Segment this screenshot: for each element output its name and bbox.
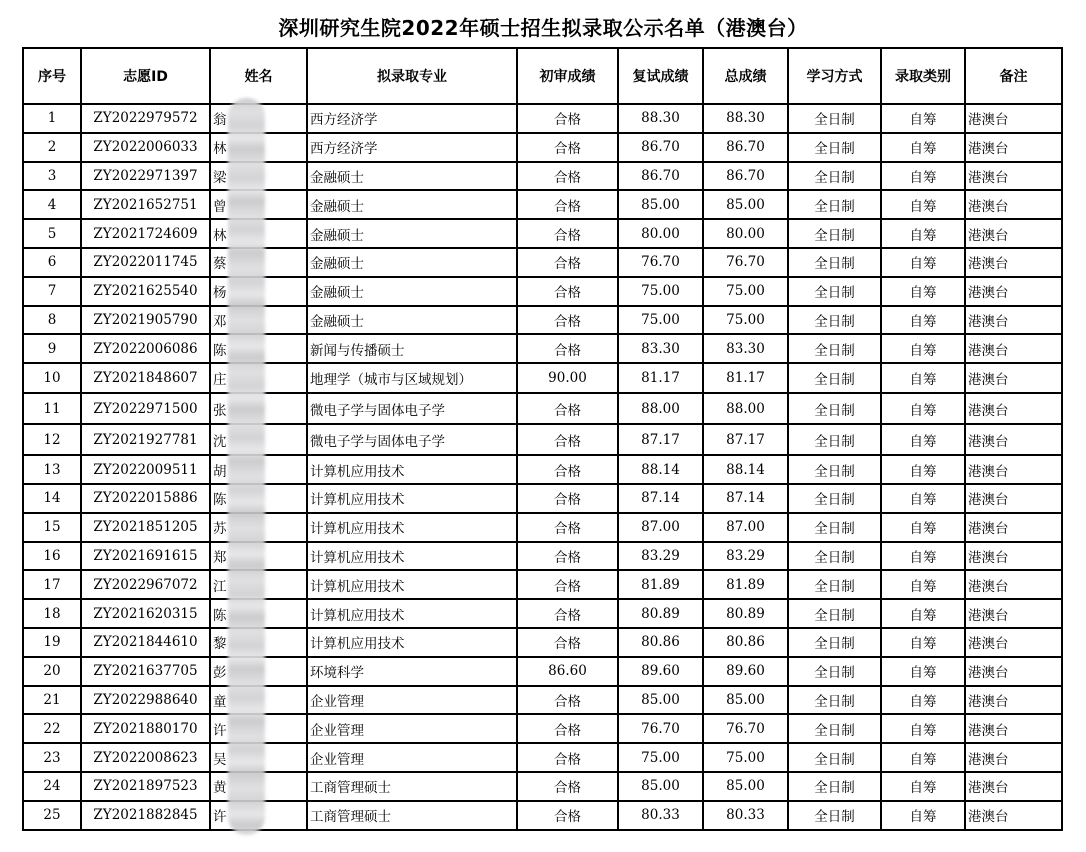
table-row xyxy=(23,484,1062,513)
cell-application-id: ZY2021691615 xyxy=(81,542,210,571)
cell-major: 环境科学 xyxy=(307,657,517,686)
cell-remark: 港澳台 xyxy=(965,306,1062,335)
cell-total-score: 88.14 xyxy=(703,455,788,484)
header-initial-score: 初审成绩 xyxy=(517,48,618,104)
cell-admission-type: 自筹 xyxy=(881,743,965,772)
cell-retest-score: 87.17 xyxy=(618,424,703,455)
cell-admission-type: 自筹 xyxy=(881,424,965,455)
cell-study-mode: 全日制 xyxy=(788,743,881,772)
cell-application-id: ZY2021848607 xyxy=(81,363,210,393)
cell-admission-type: 自筹 xyxy=(881,133,965,162)
cell-study-mode: 全日制 xyxy=(788,306,881,335)
cell-major: 西方经济学 xyxy=(307,133,517,162)
cell-total-score: 89.60 xyxy=(703,657,788,686)
cell-remark: 港澳台 xyxy=(965,334,1062,363)
cell-remark: 港澳台 xyxy=(965,424,1062,455)
cell-initial-score: 合格 xyxy=(517,686,618,715)
cell-retest-score: 75.00 xyxy=(618,277,703,306)
cell-name: 沈 xyxy=(210,424,307,455)
cell-total-score: 87.00 xyxy=(703,513,788,542)
cell-admission-type: 自筹 xyxy=(881,801,965,830)
cell-name: 林 xyxy=(210,219,307,248)
cell-study-mode: 全日制 xyxy=(788,714,881,743)
cell-study-mode: 全日制 xyxy=(788,570,881,599)
cell-admission-type: 自筹 xyxy=(881,628,965,657)
cell-name: 陈 xyxy=(210,599,307,628)
cell-total-score: 85.00 xyxy=(703,190,788,219)
cell-remark: 港澳台 xyxy=(965,455,1062,484)
cell-major: 工商管理硕士 xyxy=(307,801,517,830)
cell-major: 金融硕士 xyxy=(307,248,517,277)
cell-study-mode: 全日制 xyxy=(788,657,881,686)
cell-study-mode: 全日制 xyxy=(788,801,881,830)
cell-remark: 港澳台 xyxy=(965,104,1062,133)
cell-name: 胡 xyxy=(210,455,307,484)
cell-name: 翁 xyxy=(210,104,307,133)
cell-total-score: 86.70 xyxy=(703,162,788,191)
header-name: 姓名 xyxy=(210,48,307,104)
cell-retest-score: 75.00 xyxy=(618,743,703,772)
cell-retest-score: 88.14 xyxy=(618,455,703,484)
cell-application-id: ZY2022006033 xyxy=(81,133,210,162)
cell-major: 金融硕士 xyxy=(307,277,517,306)
cell-seq: 5 xyxy=(23,219,81,248)
cell-total-score: 81.17 xyxy=(703,363,788,393)
cell-major: 计算机应用技术 xyxy=(307,484,517,513)
table-row xyxy=(23,162,1062,191)
cell-name: 林 xyxy=(210,133,307,162)
cell-seq: 9 xyxy=(23,334,81,363)
cell-retest-score: 83.30 xyxy=(618,334,703,363)
admission-table xyxy=(22,47,1063,831)
cell-remark: 港澳台 xyxy=(965,363,1062,393)
cell-name: 蔡 xyxy=(210,248,307,277)
cell-total-score: 75.00 xyxy=(703,306,788,335)
cell-major: 企业管理 xyxy=(307,743,517,772)
cell-initial-score: 合格 xyxy=(517,628,618,657)
header-major: 拟录取专业 xyxy=(307,48,517,104)
cell-retest-score: 85.00 xyxy=(618,190,703,219)
cell-application-id: ZY2021724609 xyxy=(81,219,210,248)
cell-remark: 港澳台 xyxy=(965,133,1062,162)
cell-application-id: ZY2021927781 xyxy=(81,424,210,455)
cell-study-mode: 全日制 xyxy=(788,190,881,219)
cell-application-id: ZY2021897523 xyxy=(81,772,210,801)
cell-retest-score: 80.86 xyxy=(618,628,703,657)
cell-initial-score: 合格 xyxy=(517,801,618,830)
cell-retest-score: 76.70 xyxy=(618,714,703,743)
cell-study-mode: 全日制 xyxy=(788,686,881,715)
cell-retest-score: 85.00 xyxy=(618,686,703,715)
cell-total-score: 81.89 xyxy=(703,570,788,599)
cell-total-score: 80.00 xyxy=(703,219,788,248)
cell-study-mode: 全日制 xyxy=(788,513,881,542)
cell-retest-score: 81.17 xyxy=(618,363,703,393)
header-remark: 备注 xyxy=(965,48,1062,104)
cell-admission-type: 自筹 xyxy=(881,277,965,306)
cell-admission-type: 自筹 xyxy=(881,455,965,484)
cell-initial-score: 合格 xyxy=(517,248,618,277)
cell-seq: 23 xyxy=(23,743,81,772)
cell-major: 西方经济学 xyxy=(307,104,517,133)
cell-name: 梁 xyxy=(210,162,307,191)
cell-application-id: ZY2021882845 xyxy=(81,801,210,830)
cell-remark: 港澳台 xyxy=(965,484,1062,513)
cell-remark: 港澳台 xyxy=(965,801,1062,830)
cell-major: 计算机应用技术 xyxy=(307,570,517,599)
cell-admission-type: 自筹 xyxy=(881,714,965,743)
header-admission-type: 录取类别 xyxy=(881,48,965,104)
cell-initial-score: 合格 xyxy=(517,277,618,306)
cell-name: 彭 xyxy=(210,657,307,686)
table-row xyxy=(23,248,1062,277)
cell-remark: 港澳台 xyxy=(965,570,1062,599)
cell-major: 计算机应用技术 xyxy=(307,513,517,542)
cell-name: 曾 xyxy=(210,190,307,219)
cell-name: 庄 xyxy=(210,363,307,393)
cell-total-score: 86.70 xyxy=(703,133,788,162)
cell-initial-score: 合格 xyxy=(517,219,618,248)
table-row xyxy=(23,190,1062,219)
cell-seq: 25 xyxy=(23,801,81,830)
cell-initial-score: 合格 xyxy=(517,162,618,191)
cell-major: 微电子学与固体电子学 xyxy=(307,424,517,455)
cell-study-mode: 全日制 xyxy=(788,772,881,801)
cell-name: 许 xyxy=(210,714,307,743)
cell-study-mode: 全日制 xyxy=(788,542,881,571)
cell-name: 吴 xyxy=(210,743,307,772)
cell-application-id: ZY2022971500 xyxy=(81,393,210,424)
cell-remark: 港澳台 xyxy=(965,513,1062,542)
cell-total-score: 83.29 xyxy=(703,542,788,571)
cell-name: 童 xyxy=(210,686,307,715)
cell-admission-type: 自筹 xyxy=(881,363,965,393)
cell-application-id: ZY2022971397 xyxy=(81,162,210,191)
cell-remark: 港澳台 xyxy=(965,162,1062,191)
cell-application-id: ZY2021625540 xyxy=(81,277,210,306)
cell-admission-type: 自筹 xyxy=(881,686,965,715)
cell-retest-score: 80.00 xyxy=(618,219,703,248)
table-row xyxy=(23,714,1062,743)
cell-total-score: 88.00 xyxy=(703,393,788,424)
table-row xyxy=(23,801,1062,830)
cell-application-id: ZY2021620315 xyxy=(81,599,210,628)
table-row xyxy=(23,393,1062,424)
cell-retest-score: 85.00 xyxy=(618,772,703,801)
cell-initial-score: 合格 xyxy=(517,133,618,162)
cell-study-mode: 全日制 xyxy=(788,277,881,306)
cell-initial-score: 86.60 xyxy=(517,657,618,686)
cell-remark: 港澳台 xyxy=(965,772,1062,801)
cell-total-score: 76.70 xyxy=(703,248,788,277)
cell-admission-type: 自筹 xyxy=(881,542,965,571)
cell-total-score: 80.89 xyxy=(703,599,788,628)
cell-total-score: 85.00 xyxy=(703,686,788,715)
cell-major: 企业管理 xyxy=(307,686,517,715)
table-row xyxy=(23,424,1062,455)
table-row xyxy=(23,686,1062,715)
cell-application-id: ZY2022008623 xyxy=(81,743,210,772)
cell-study-mode: 全日制 xyxy=(788,628,881,657)
table-row xyxy=(23,542,1062,571)
cell-admission-type: 自筹 xyxy=(881,248,965,277)
cell-retest-score: 87.14 xyxy=(618,484,703,513)
cell-admission-type: 自筹 xyxy=(881,104,965,133)
cell-retest-score: 83.29 xyxy=(618,542,703,571)
cell-seq: 8 xyxy=(23,306,81,335)
cell-admission-type: 自筹 xyxy=(881,599,965,628)
cell-seq: 19 xyxy=(23,628,81,657)
cell-total-score: 75.00 xyxy=(703,743,788,772)
table-row xyxy=(23,570,1062,599)
cell-name: 黎 xyxy=(210,628,307,657)
cell-seq: 14 xyxy=(23,484,81,513)
cell-application-id: ZY2022009511 xyxy=(81,455,210,484)
cell-study-mode: 全日制 xyxy=(788,455,881,484)
cell-application-id: ZY2021905790 xyxy=(81,306,210,335)
cell-remark: 港澳台 xyxy=(965,393,1062,424)
cell-name: 张 xyxy=(210,393,307,424)
cell-study-mode: 全日制 xyxy=(788,104,881,133)
header-row xyxy=(23,48,1062,104)
cell-total-score: 83.30 xyxy=(703,334,788,363)
cell-name: 江 xyxy=(210,570,307,599)
cell-seq: 6 xyxy=(23,248,81,277)
cell-major: 金融硕士 xyxy=(307,219,517,248)
cell-application-id: ZY2021851205 xyxy=(81,513,210,542)
cell-application-id: ZY2021652751 xyxy=(81,190,210,219)
cell-application-id: ZY2021844610 xyxy=(81,628,210,657)
cell-application-id: ZY2022011745 xyxy=(81,248,210,277)
cell-retest-score: 75.00 xyxy=(618,306,703,335)
cell-admission-type: 自筹 xyxy=(881,657,965,686)
cell-seq: 1 xyxy=(23,104,81,133)
cell-seq: 20 xyxy=(23,657,81,686)
cell-study-mode: 全日制 xyxy=(788,248,881,277)
table-row xyxy=(23,277,1062,306)
table-row xyxy=(23,772,1062,801)
cell-study-mode: 全日制 xyxy=(788,424,881,455)
cell-retest-score: 81.89 xyxy=(618,570,703,599)
table-row xyxy=(23,104,1062,133)
table-row xyxy=(23,513,1062,542)
cell-total-score: 76.70 xyxy=(703,714,788,743)
cell-remark: 港澳台 xyxy=(965,277,1062,306)
cell-name: 苏 xyxy=(210,513,307,542)
cell-remark: 港澳台 xyxy=(965,657,1062,686)
cell-major: 企业管理 xyxy=(307,714,517,743)
cell-major: 微电子学与固体电子学 xyxy=(307,393,517,424)
cell-application-id: ZY2022967072 xyxy=(81,570,210,599)
cell-total-score: 87.17 xyxy=(703,424,788,455)
cell-seq: 7 xyxy=(23,277,81,306)
cell-seq: 24 xyxy=(23,772,81,801)
cell-seq: 18 xyxy=(23,599,81,628)
cell-major: 计算机应用技术 xyxy=(307,628,517,657)
cell-total-score: 88.30 xyxy=(703,104,788,133)
cell-retest-score: 88.00 xyxy=(618,393,703,424)
cell-admission-type: 自筹 xyxy=(881,162,965,191)
cell-initial-score: 合格 xyxy=(517,306,618,335)
header-seq: 序号 xyxy=(23,48,81,104)
cell-application-id: ZY2021637705 xyxy=(81,657,210,686)
cell-initial-score: 合格 xyxy=(517,484,618,513)
cell-retest-score: 88.30 xyxy=(618,104,703,133)
cell-application-id: ZY2022006086 xyxy=(81,334,210,363)
cell-seq: 13 xyxy=(23,455,81,484)
cell-seq: 2 xyxy=(23,133,81,162)
cell-remark: 港澳台 xyxy=(965,542,1062,571)
cell-retest-score: 80.33 xyxy=(618,801,703,830)
cell-remark: 港澳台 xyxy=(965,248,1062,277)
cell-seq: 16 xyxy=(23,542,81,571)
cell-major: 金融硕士 xyxy=(307,306,517,335)
cell-name: 陈 xyxy=(210,484,307,513)
cell-study-mode: 全日制 xyxy=(788,484,881,513)
page-title: 深圳研究生院2022年硕士招生拟录取公示名单（港澳台） xyxy=(278,16,808,40)
cell-name: 杨 xyxy=(210,277,307,306)
cell-name: 陈 xyxy=(210,334,307,363)
cell-study-mode: 全日制 xyxy=(788,393,881,424)
cell-admission-type: 自筹 xyxy=(881,570,965,599)
cell-admission-type: 自筹 xyxy=(881,190,965,219)
cell-application-id: ZY2021880170 xyxy=(81,714,210,743)
cell-name: 许 xyxy=(210,801,307,830)
cell-initial-score: 合格 xyxy=(517,104,618,133)
cell-application-id: ZY2022979572 xyxy=(81,104,210,133)
cell-study-mode: 全日制 xyxy=(788,363,881,393)
cell-admission-type: 自筹 xyxy=(881,772,965,801)
cell-retest-score: 86.70 xyxy=(618,162,703,191)
cell-major: 金融硕士 xyxy=(307,190,517,219)
cell-name: 黄 xyxy=(210,772,307,801)
cell-seq: 21 xyxy=(23,686,81,715)
cell-remark: 港澳台 xyxy=(965,628,1062,657)
cell-initial-score: 合格 xyxy=(517,570,618,599)
table-row xyxy=(23,455,1062,484)
table-row xyxy=(23,657,1062,686)
cell-major: 计算机应用技术 xyxy=(307,542,517,571)
cell-remark: 港澳台 xyxy=(965,599,1062,628)
table-row xyxy=(23,306,1062,335)
cell-initial-score: 合格 xyxy=(517,542,618,571)
table-row xyxy=(23,133,1062,162)
cell-seq: 10 xyxy=(23,363,81,393)
table-row xyxy=(23,628,1062,657)
cell-seq: 11 xyxy=(23,393,81,424)
cell-application-id: ZY2022015886 xyxy=(81,484,210,513)
cell-retest-score: 89.60 xyxy=(618,657,703,686)
cell-major: 地理学（城市与区域规划） xyxy=(307,363,517,393)
cell-retest-score: 87.00 xyxy=(618,513,703,542)
cell-major: 工商管理硕士 xyxy=(307,772,517,801)
cell-admission-type: 自筹 xyxy=(881,484,965,513)
cell-admission-type: 自筹 xyxy=(881,306,965,335)
header-total-score: 总成绩 xyxy=(703,48,788,104)
cell-study-mode: 全日制 xyxy=(788,334,881,363)
cell-total-score: 85.00 xyxy=(703,772,788,801)
cell-study-mode: 全日制 xyxy=(788,162,881,191)
cell-remark: 港澳台 xyxy=(965,190,1062,219)
cell-admission-type: 自筹 xyxy=(881,219,965,248)
cell-study-mode: 全日制 xyxy=(788,133,881,162)
cell-name: 郑 xyxy=(210,542,307,571)
cell-name: 邓 xyxy=(210,306,307,335)
table-row xyxy=(23,334,1062,363)
cell-remark: 港澳台 xyxy=(965,714,1062,743)
header-application-id: 志愿ID xyxy=(81,48,210,104)
cell-total-score: 80.86 xyxy=(703,628,788,657)
cell-seq: 17 xyxy=(23,570,81,599)
cell-initial-score: 合格 xyxy=(517,393,618,424)
cell-major: 计算机应用技术 xyxy=(307,455,517,484)
cell-major: 计算机应用技术 xyxy=(307,599,517,628)
cell-total-score: 75.00 xyxy=(703,277,788,306)
cell-initial-score: 合格 xyxy=(517,334,618,363)
table-row xyxy=(23,599,1062,628)
name-redaction-blur xyxy=(228,98,265,835)
cell-admission-type: 自筹 xyxy=(881,513,965,542)
cell-initial-score: 合格 xyxy=(517,743,618,772)
cell-application-id: ZY2022988640 xyxy=(81,686,210,715)
cell-study-mode: 全日制 xyxy=(788,219,881,248)
cell-retest-score: 80.89 xyxy=(618,599,703,628)
cell-initial-score: 合格 xyxy=(517,599,618,628)
cell-total-score: 87.14 xyxy=(703,484,788,513)
table-row xyxy=(23,363,1062,393)
cell-seq: 3 xyxy=(23,162,81,191)
cell-major: 新闻与传播硕士 xyxy=(307,334,517,363)
cell-admission-type: 自筹 xyxy=(881,334,965,363)
cell-initial-score: 合格 xyxy=(517,513,618,542)
cell-admission-type: 自筹 xyxy=(881,393,965,424)
cell-initial-score: 合格 xyxy=(517,190,618,219)
cell-retest-score: 76.70 xyxy=(618,248,703,277)
cell-seq: 12 xyxy=(23,424,81,455)
cell-major: 金融硕士 xyxy=(307,162,517,191)
cell-remark: 港澳台 xyxy=(965,219,1062,248)
cell-initial-score: 合格 xyxy=(517,424,618,455)
cell-seq: 4 xyxy=(23,190,81,219)
cell-initial-score: 合格 xyxy=(517,772,618,801)
cell-initial-score: 合格 xyxy=(517,714,618,743)
table-row xyxy=(23,219,1062,248)
header-study-mode: 学习方式 xyxy=(788,48,881,104)
cell-retest-score: 86.70 xyxy=(618,133,703,162)
cell-study-mode: 全日制 xyxy=(788,599,881,628)
cell-initial-score: 合格 xyxy=(517,455,618,484)
cell-seq: 15 xyxy=(23,513,81,542)
cell-initial-score: 90.00 xyxy=(517,363,618,393)
header-retest-score: 复试成绩 xyxy=(618,48,703,104)
cell-remark: 港澳台 xyxy=(965,743,1062,772)
cell-total-score: 80.33 xyxy=(703,801,788,830)
cell-seq: 22 xyxy=(23,714,81,743)
table-row xyxy=(23,743,1062,772)
cell-remark: 港澳台 xyxy=(965,686,1062,715)
